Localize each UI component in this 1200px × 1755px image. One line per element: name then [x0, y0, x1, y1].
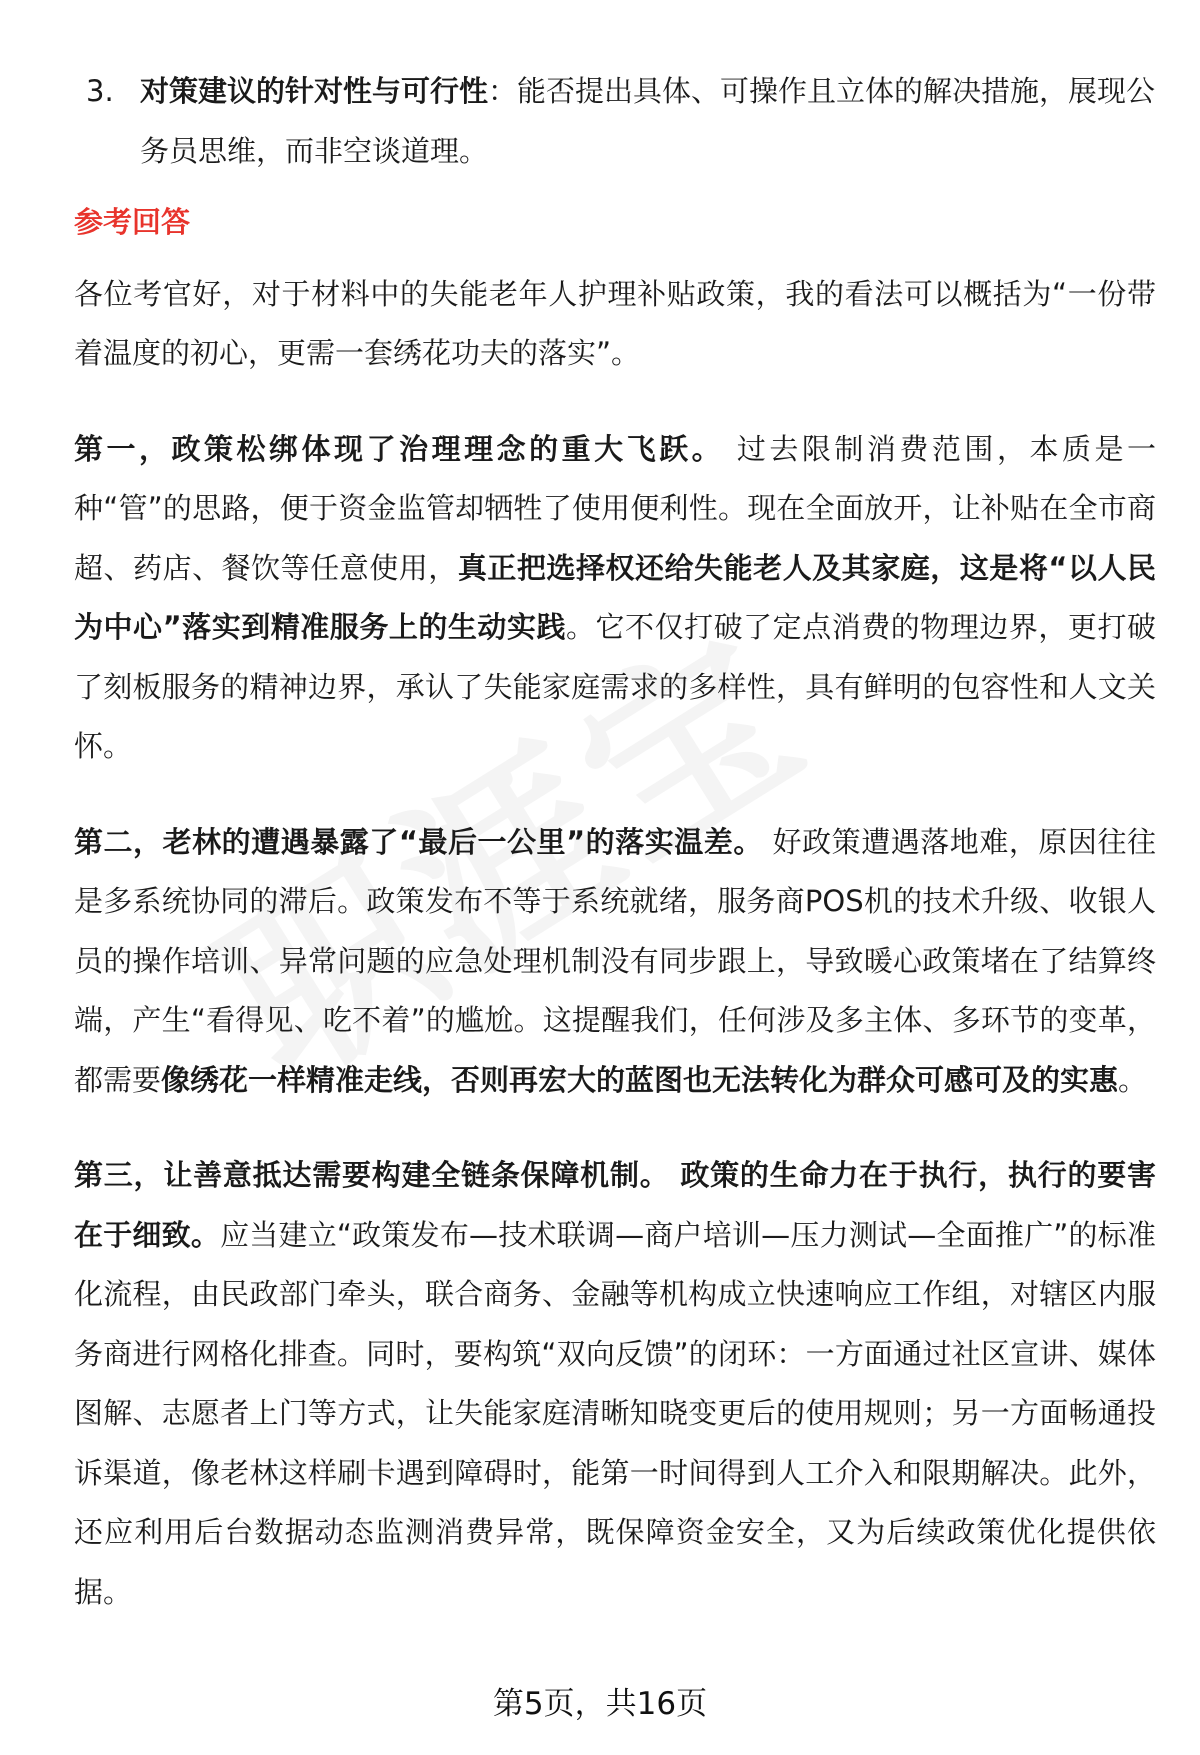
point-two-lead: 第二，老林的遭遇暴露了“最后一公里”的落实温差。 — [74, 824, 763, 859]
list-number: 3. — [86, 74, 114, 108]
point-three-paragraph — [74, 1146, 1156, 1622]
point-one-text-a: 过去限制消费范围，本质是一种“管”的思路，便于资金监管却牺牲了使用便利性。现在全面放开，让补贴在全市商超、药店、餐饮等任意使用， — [74, 431, 1156, 585]
point-two-text-b: 。 — [1118, 1062, 1148, 1097]
point-two-paragraph — [74, 813, 1156, 1111]
point-three-text: 应当建立“政策发布—技术联调—商户培训—压力测试—全面推广”的标准化流程，由民政部门牵头，联合商务、金融等机构成立快速响应工作组，对辖区内服务商进行网格化排查。同时，要构筑“双向反馈”的闭环：一方面通过社区宣讲、媒体图解、志愿者上门等方式，让失能家庭清晰知晓变更后的使用规则；另一方面畅通投诉渠道，像老林这样刷卡遇到障碍时，能第一时间得到人工介入和限期解决。此外，还应利用后台数据动态监测消费异常，既保障资金安全，又为后续政策优化提供依据。 — [74, 1217, 1156, 1609]
criteria-text: ：能否提出具体、可操作且立体的解决措施，展现公务员思维，而非空谈道理。 — [140, 74, 1156, 168]
intro-paragraph: 各位考官好，对于材料中的失能老年人护理补贴政策，我的看法可以概括为“一份带着温度的初心，更需一套绣花功夫的落实”。 — [74, 276, 1156, 370]
page-number-footer: 第5页，共16页 — [492, 1686, 708, 1722]
point-one-paragraph — [74, 420, 1156, 777]
document-content — [74, 62, 1156, 1622]
list-item-body — [140, 62, 1156, 181]
point-one-emphasis: 真正把选择权还给失能老人及其家庭，这是将“以人民为中心”落实到精准服务上的生动实践 — [74, 550, 1156, 644]
criteria-list-item — [74, 62, 1156, 181]
point-three-lead: 第三，让善意抵达需要构建全链条保障机制。 政策的生命力在于执行，执行的要害在于细致。 — [74, 1158, 1156, 1252]
point-one-lead: 第一，政策松绑体现了治理理念的重大飞跃。 — [74, 431, 725, 466]
point-one-text-b: 。它不仅打破了定点消费的物理边界，更打破了刻板服务的精神边界，承认了失能家庭需求的多样性，具有鲜明的包容性和人文关怀。 — [74, 610, 1156, 763]
answer-heading: 参考回答 — [74, 205, 191, 239]
criteria-bold-title: 对策建议的针对性与可行性 — [140, 74, 489, 108]
point-two-text-a: 好政策遭遇落地难，原因往往是多系统协同的滞后。政策发布不等于系统就绪，服务商POS机的技术升级、收银人员的操作培训、异常问题的应急处理机制没有同步跟上，导致暖心政策堵在了结算终端，产生“看得见、吃不着”的尴尬。这提醒我们，任何涉及多主体、多环节的变革，都需要 — [74, 824, 1156, 1097]
point-two-emphasis: 像绣花一样精准走线，否则再宏大的蓝图也无法转化为群众可感可及的实惠 — [161, 1062, 1119, 1097]
